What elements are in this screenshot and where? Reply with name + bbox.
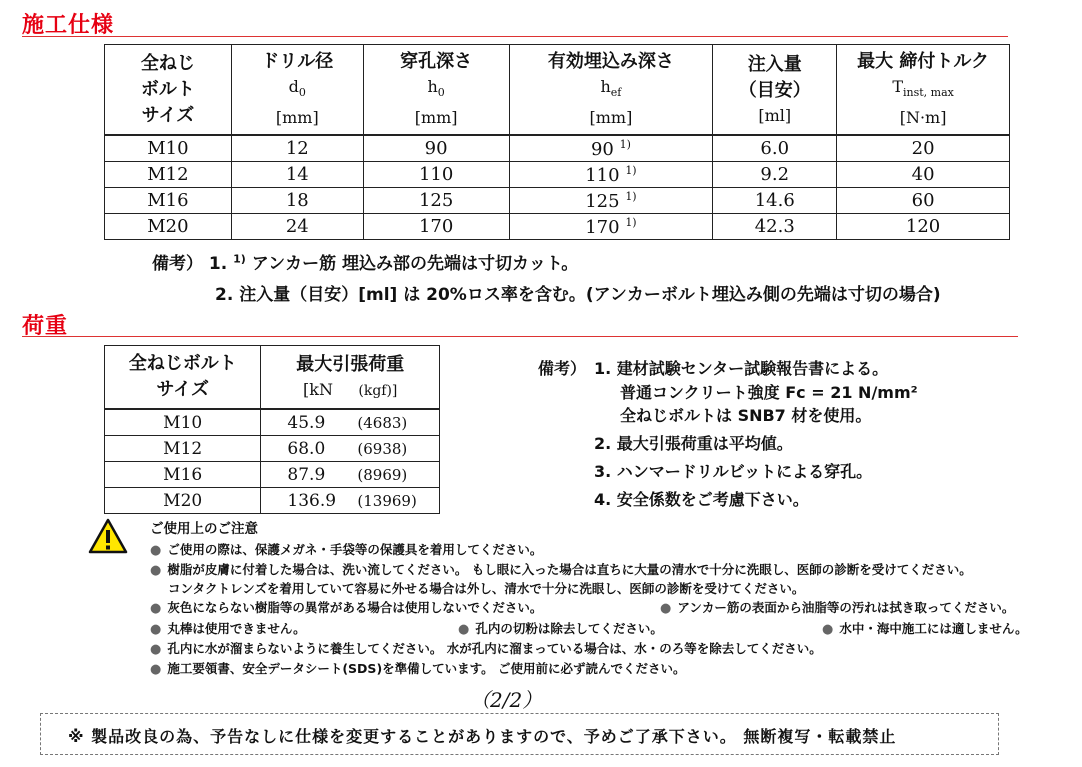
load-note-4: 4. 安全係数をご考慮下さい。 (594, 490, 809, 509)
header-unit: [mm] (275, 107, 319, 127)
header-text: 有効埋込み深さ (547, 51, 674, 73)
header-subscript: inst, max (902, 86, 954, 100)
cell-embed (509, 135, 713, 162)
load-note-1b: 普通コンクリート強度 Fc = 21 N/mm² (620, 383, 918, 402)
header-text: 穿孔深さ (400, 51, 473, 73)
caution-item (822, 620, 1028, 639)
header-bolt-size (105, 346, 261, 410)
cell-kn: 45.9 (287, 412, 326, 433)
cell-drill: 12 (231, 135, 363, 162)
header-unit: [kN (303, 379, 333, 399)
caution-item (660, 599, 1014, 618)
cell-kgf: (13969) (357, 491, 417, 510)
cell-inject: 14.6 (713, 188, 837, 214)
cell-kn: 68.0 (287, 438, 326, 459)
header-max-torque (837, 45, 1010, 136)
cell-embed-value: 125 (585, 190, 620, 212)
cell-inject: 42.3 (713, 214, 837, 240)
cell-embed (509, 214, 713, 240)
header-unit: [ml] (758, 105, 792, 125)
caution-item (150, 561, 972, 580)
header-subscript: 0 (437, 86, 445, 100)
cell-size: M16 (163, 464, 203, 485)
caution-text: アンカー筋の表面から油脂等の汚れは拭き取ってください。 (677, 600, 1015, 615)
cell-load (261, 436, 440, 462)
header-symbol: h (427, 77, 438, 97)
header-text: 全ねじ (140, 52, 195, 74)
header-symbol: h (600, 77, 611, 97)
header-max-tensile-load (261, 346, 440, 410)
header-text: サイズ (141, 104, 195, 126)
header-text: ボルト (140, 78, 195, 100)
cell-torque: 60 (837, 188, 1010, 214)
cell-size: M16 (147, 190, 189, 211)
caution-text: 丸棒は使用できません。 (167, 621, 306, 636)
section-title-construction: 施工仕様 (22, 13, 115, 38)
spec-note-1 (152, 249, 578, 274)
header-embed-depth (509, 45, 713, 136)
header-text: 最大 締付トルク (857, 51, 990, 73)
header-drill-diameter (231, 45, 363, 136)
caution-text: 孔内に水が溜まらないように養生してください。 水が孔内に溜まっている場合は、水・のろ等を除去してください。 (167, 641, 822, 656)
table-row (105, 188, 1010, 214)
cell-kgf: (8969) (357, 465, 408, 484)
cell-kn: 87.9 (287, 464, 326, 485)
header-unit: [N·m] (899, 107, 947, 127)
caution-text: ご使用の際は、保護メガネ・手袋等の保護具を着用してください。 (167, 542, 543, 557)
caution-item (150, 599, 542, 618)
caution-item (150, 660, 686, 679)
spec-table (104, 44, 1010, 240)
cell-torque: 120 (837, 214, 1010, 240)
cell-drill: 24 (231, 214, 363, 240)
load-note-1: 1. 建材試験センター試験報告書による。 (594, 359, 889, 378)
cell-hole: 90 (363, 135, 509, 162)
cell-kn: 136.9 (287, 490, 337, 511)
footnote-mark: 1) (625, 215, 637, 229)
header-unit: [mm] (589, 107, 633, 127)
spec-note-2 (215, 280, 941, 305)
cell-kgf: (6938) (357, 439, 408, 458)
cell-embed (509, 188, 713, 214)
table-row (105, 488, 440, 514)
cell-torque: 40 (837, 162, 1010, 188)
footnote-mark: 1) (619, 137, 631, 151)
cell-drill: 14 (231, 162, 363, 188)
cell-size: M20 (147, 216, 189, 237)
footnote-mark: 1) (625, 163, 637, 177)
note-text: アンカー筋 埋込み部の先端は寸切カット。 (251, 254, 579, 274)
cell-embed-value: 170 (585, 216, 620, 238)
caution-text: 灰色にならない樹脂等の異常がある場合は使用しないでください。 (167, 600, 543, 615)
cell-load (261, 488, 440, 514)
note-number: 1. (208, 254, 228, 274)
caution-item (150, 640, 822, 659)
cell-embed (509, 162, 713, 188)
header-symbol: T (892, 77, 903, 97)
caution-item (150, 620, 306, 639)
header-text: 全ねじボルト (128, 353, 237, 374)
note-number: 2. (215, 285, 234, 305)
load-table (104, 345, 440, 514)
cell-size: M10 (147, 138, 189, 159)
caution-text: コンタクトレンズを着用していて容易に外せる場合は外し、清水で十分に洗眼し、医師の診断を受けてください。 (168, 581, 805, 596)
table-row (105, 135, 1010, 162)
cell-hole: 110 (363, 162, 509, 188)
cell-load (261, 462, 440, 488)
header-text: 注入量 (747, 53, 802, 75)
table-row (105, 409, 440, 436)
caution-title: ご使用上のご注意 (150, 521, 258, 537)
cell-load (261, 409, 440, 436)
cell-size: M20 (163, 490, 203, 511)
header-injection-volume (713, 45, 837, 136)
note-text: 注入量（目安）[ml] は 20%ロス率を含む。(アンカーボルト埋込み側の先端は寸切の場合) (239, 285, 941, 305)
caution-text: 樹脂が皮膚に付着した場合は、洗い流してください。 もし眼に入った場合は直ちに大量の清水で十分に洗眼し、医師の診断を受けてください。 (167, 562, 972, 577)
note-label: 備考） (152, 254, 203, 274)
spec-table-header (105, 45, 1010, 136)
caution-text: 水中・海中施工には適しません。 (839, 621, 1028, 636)
header-text: 最大引張荷重 (296, 353, 405, 375)
load-note-2: 2. 最大引張荷重は平均値。 (594, 434, 793, 453)
caution-item (150, 541, 542, 560)
header-text: （目安） (738, 79, 811, 101)
cell-size: M12 (163, 438, 203, 459)
header-subscript: ef (610, 86, 622, 100)
header-text: ドリル径 (261, 51, 334, 73)
footer-notice: ※ 製品改良の為、予告なしに仕様を変更することがありますので、予めご了承下さい。 無断複写・転載禁止 (68, 727, 897, 746)
header-unit: (kgf)] (358, 382, 398, 399)
header-text: サイズ (156, 379, 209, 400)
cell-inject: 6.0 (713, 135, 837, 162)
caution-text: 孔内の切粉は除去してください。 (475, 621, 663, 636)
section-title-load: 荷重 (22, 314, 69, 339)
footnote-mark: 1) (625, 189, 637, 203)
section-rule (22, 336, 1018, 337)
cell-drill: 18 (231, 188, 363, 214)
cell-torque: 20 (837, 135, 1010, 162)
header-bolt-size (105, 45, 232, 136)
cell-hole: 125 (363, 188, 509, 214)
footnote-mark: 1) (233, 252, 246, 266)
warning-icon (88, 518, 128, 554)
caution-text: 施工要領書、安全データシート(SDS)を準備しています。 ご使用前に必ず読んでください。 (167, 661, 686, 676)
table-row (105, 462, 440, 488)
load-note-1c: 全ねじボルトは SNB7 材を使用。 (620, 406, 872, 425)
cell-hole: 170 (363, 214, 509, 240)
header-subscript: 0 (298, 86, 306, 100)
header-hole-depth (363, 45, 509, 136)
header-unit: [mm] (414, 107, 458, 127)
note-label: 備考） (538, 359, 587, 378)
header-symbol: d (288, 77, 299, 97)
cell-size: M10 (163, 412, 203, 433)
cell-inject: 9.2 (713, 162, 837, 188)
cell-embed-value: 110 (585, 164, 620, 186)
page-number: （2/2） (470, 688, 543, 712)
table-row (105, 162, 1010, 188)
caution-item (458, 620, 663, 639)
table-row (105, 214, 1010, 240)
load-note-3: 3. ハンマードリルビットによる穿孔。 (594, 462, 873, 481)
load-table-header (105, 346, 440, 410)
cell-embed-value: 90 (590, 138, 614, 160)
table-row (105, 436, 440, 462)
cell-kgf: (4683) (357, 413, 408, 432)
cell-size: M12 (147, 164, 189, 185)
section-rule (22, 36, 1008, 37)
